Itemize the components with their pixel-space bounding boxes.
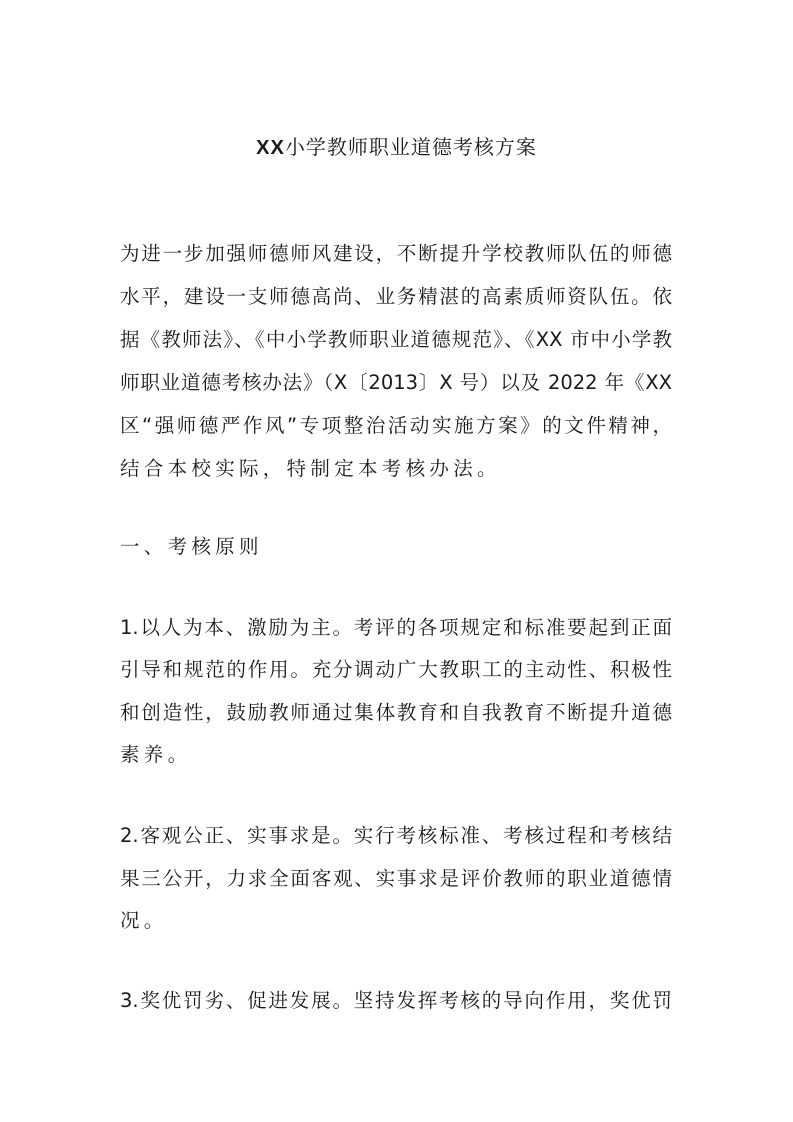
paragraph-line: 师职业道德考核办法》（X〔2013〕X 号）以及 2022 年《XX [120,371,672,394]
section-heading: 一、考核原则 [120,535,263,558]
paragraph-line: 区“强师德严作风”专项整治活动实施方案》的文件精神， [120,414,672,437]
paragraph-line: 结合本校实际，特制定本考核办法。 [120,457,501,480]
paragraph-line: 为进一步加强师德师风建设，不断提升学校教师队伍的师德 [120,242,672,265]
title-text: 小学教师职业道德考核方案 [284,135,537,159]
title-prefix: XX [256,137,285,159]
paragraph-line: 和创造性，鼓励教师通过集体教育和自我教育不断提升道德 [120,701,672,724]
paragraph-line: 1.以人为本、激励为主。考评的各项规定和标准要起到正面 [120,616,672,639]
paragraph-line: 3.奖优罚劣、促进发展。坚持发挥考核的导向作用，奖优罚 [120,989,672,1012]
paragraph-line: 果三公开，力求全面客观、实事求是评价教师的职业道德情 [120,867,672,890]
paragraph-line: 2.客观公正、实事求是。实行考核标准、考核过程和考核结 [120,824,672,847]
paragraph-line: 水平，建设一支师德高尚、业务精湛的高素质师资队伍。依 [120,285,672,308]
paragraph-line: 据《教师法》、《中小学教师职业道德规范》、《XX 市中小学教 [120,328,672,351]
paragraph-line: 况。 [120,909,168,932]
paragraph-line: 引导和规范的作用。充分调动广大教职工的主动性、积极性 [120,658,672,681]
paragraph-line: 素养。 [120,743,192,766]
document-title [0,131,793,160]
